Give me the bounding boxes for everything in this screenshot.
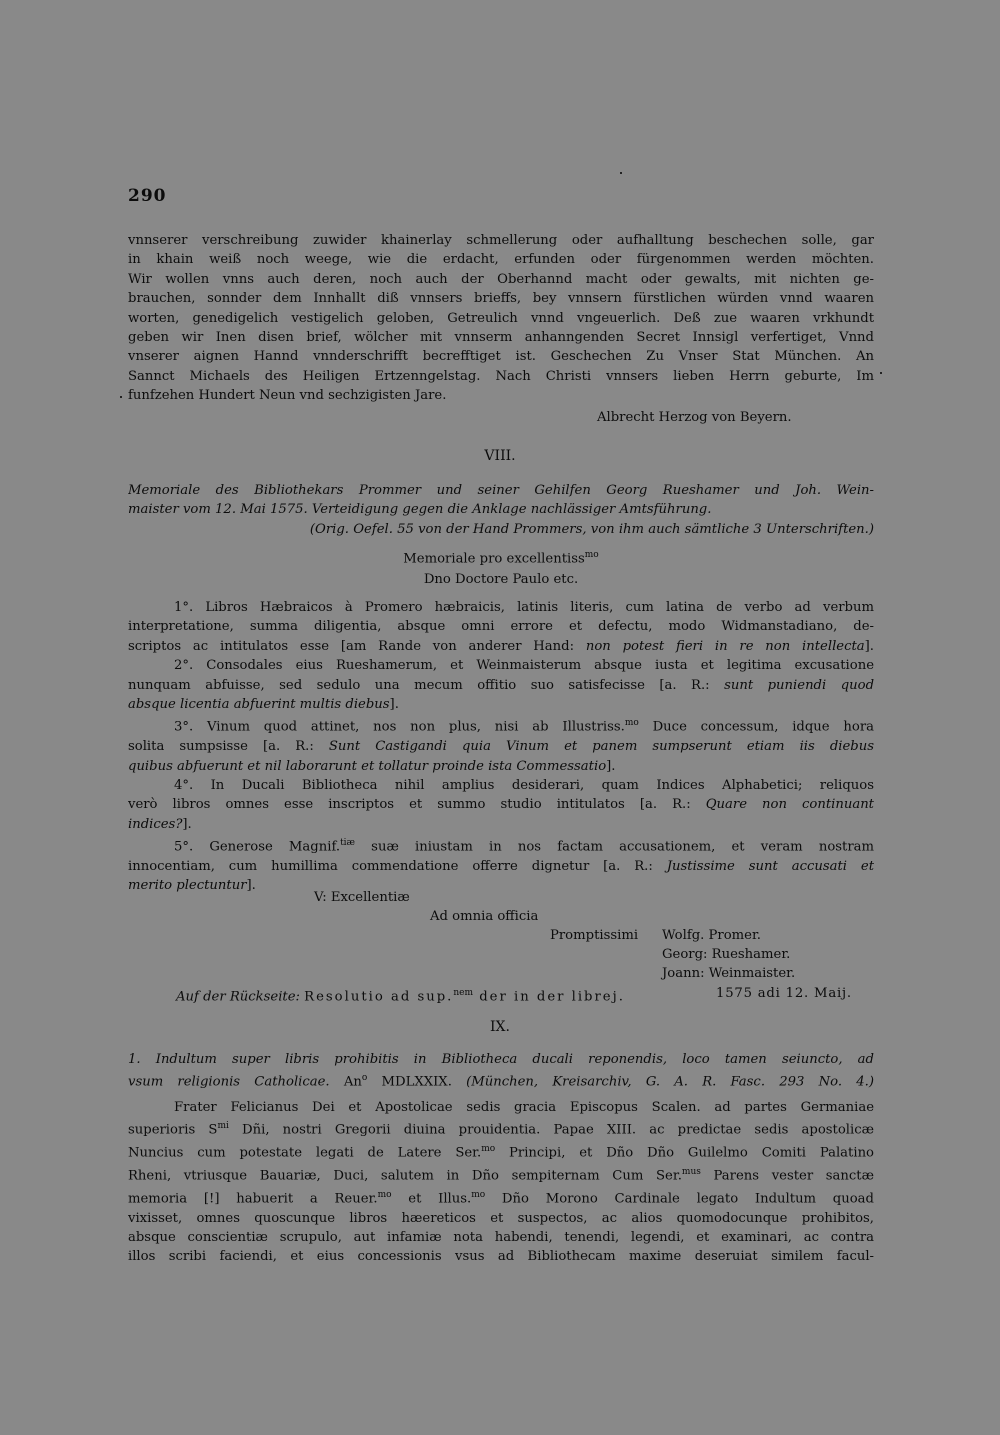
margin-note: Justissime sunt accusati et bbox=[666, 859, 874, 875]
point-5-line bbox=[128, 876, 874, 895]
back-side-label: Auf der Rückseite: bbox=[176, 989, 300, 1005]
text-line bbox=[128, 1140, 874, 1163]
text-line bbox=[128, 1117, 874, 1140]
text: superioris S bbox=[128, 1122, 218, 1138]
signer-weinmaister: Joann: Weinmaister. bbox=[662, 966, 796, 981]
point-1-line: 1°. Libros Hæbraicos à Promero hæbraicis, latinis literis, cum latina de verbo ad verbum bbox=[174, 600, 874, 615]
text-line: illos scribi faciendi, et eius concessionis vsus ad Bibliothecam maxime deseruiat similem facul- bbox=[128, 1249, 874, 1265]
text-line: geben wir Inen disen brief, wölcher mit vnnserm anhanngenden Secret Innsigl verfertiget, Vnnd bbox=[128, 330, 874, 346]
superscript: tiæ bbox=[340, 838, 356, 849]
text: verò libros omnes esse inscriptos et summo studio intitulatos [a. R.: bbox=[128, 797, 706, 813]
margin-note: quibus abfuerunt et nil laborarunt et tollatur proinde ista Commessatio bbox=[128, 758, 607, 774]
margin-note: absque licentia abfuerint multis diebus bbox=[128, 697, 390, 713]
text-line: in khain weiß noch weege, wie die erdacht, erfunden oder fürgenommen werden möchten. bbox=[128, 252, 874, 268]
margin-note: non potest fieri in re non intellecta bbox=[585, 638, 865, 654]
back-side-date: 1575 adi 12. Maij. bbox=[716, 986, 852, 1001]
point-4-line: 4°. In Ducali Bibliotheca nihil amplius desiderari, quam Indices Alphabetici; reliquos bbox=[174, 778, 874, 794]
text-line bbox=[128, 1163, 874, 1186]
text: ]. bbox=[182, 816, 192, 832]
superscript: mo bbox=[377, 1189, 392, 1200]
section-numeral-viii: VIII. bbox=[484, 448, 516, 464]
signer-promer: Wolfg. Promer. bbox=[662, 928, 761, 943]
text: ]. bbox=[389, 697, 399, 713]
closing-ad-omnia: Ad omnia officia bbox=[430, 909, 539, 924]
margin-note: indices? bbox=[128, 816, 183, 832]
text: suæ iniustam in nos factam accusationem, et veram nostram bbox=[355, 839, 874, 855]
superscript: o bbox=[361, 1073, 368, 1084]
point-2-line: 2°. Consodales eius Rueshamerum, et Weinmaisterum absque iusta et legitima excusatione bbox=[174, 658, 874, 674]
point-3-line bbox=[128, 737, 874, 756]
page-number: 290 bbox=[128, 186, 167, 206]
memoriale-body bbox=[128, 598, 874, 896]
title-line: Memoriale des Bibliothekars Prommer und seiner Gehilfen Georg Rueshamer und Joh. Wein- bbox=[128, 483, 874, 498]
address-line-1 bbox=[128, 546, 874, 569]
text: Nuncius cum potestate legati de Latere Ser. bbox=[128, 1145, 482, 1161]
text-line: vnserer aignen Hannd vnnderschrifft becrefftiget ist. Geschechen Zu Vnser Stat München. An bbox=[128, 349, 874, 365]
title-line bbox=[128, 1069, 874, 1092]
point-3-line bbox=[128, 757, 874, 776]
section-title-ix bbox=[128, 1050, 874, 1092]
closing-excellentiae: V: Excellentiæ bbox=[314, 890, 410, 905]
margin-note: Sunt Castigandi quia Vinum et panem sumpserunt etiam iis diebus bbox=[328, 739, 874, 755]
text-line: vixisset, omnes quoscunque libros hæereticos et suspectos, ac alios quomodocunque prohibitos, bbox=[128, 1210, 874, 1226]
text-line: funfzehen Hundert Neun vnd sechzigisten Jare. bbox=[128, 388, 447, 404]
text: 3°. Vinum quod attinet, nos non plus, nisi ab Illustriss. bbox=[174, 719, 625, 735]
text: ]. bbox=[864, 638, 874, 654]
text-line: Sannct Michaels des Heiligen Ertzenngelstag. Nach Christi vnnsers lieben Herrn geburte, Im bbox=[128, 368, 874, 384]
text: Duce concessum, idque hora bbox=[638, 719, 874, 735]
point-1-line bbox=[128, 637, 874, 656]
text: ]. bbox=[246, 878, 256, 894]
text: Rheni, vtriusque Bauariæ, Duci, salutem in Dño sempiternam Cum Ser. bbox=[128, 1168, 682, 1184]
superscript: mo bbox=[471, 1189, 486, 1200]
text: innocentiam, cum humillima commendatione offerre dignetur [a. R.: bbox=[128, 859, 667, 875]
point-4-line bbox=[128, 815, 874, 834]
margin-note: sunt puniendi quod bbox=[724, 677, 874, 693]
superscript: mi bbox=[217, 1121, 229, 1132]
back-side-text: der in der librej. bbox=[473, 989, 625, 1005]
text: Dño Morono Cardinale legato Indultum quoad bbox=[485, 1191, 874, 1207]
text-line: Frater Felicianus Dei et Apostolicae sedis gracia Episcopus Scalen. ad partes Germaniae bbox=[174, 1100, 874, 1115]
text: 5°. Generose Magnif. bbox=[174, 839, 341, 855]
superscript: nem bbox=[453, 988, 474, 998]
text: solita sumpsisse [a. R.: bbox=[128, 739, 329, 755]
scan-speck bbox=[880, 372, 882, 374]
text: scriptos ac intitulatos esse [am Rande von anderer Hand: bbox=[128, 638, 586, 654]
superscript: mo bbox=[624, 718, 639, 729]
back-side-text: Resolutio ad sup. bbox=[304, 989, 454, 1005]
text: vsum religionis Catholicae. bbox=[128, 1074, 330, 1090]
point-4-line bbox=[128, 795, 874, 814]
superscript: mo bbox=[481, 1144, 496, 1155]
text: Parens vester sanctæ bbox=[700, 1168, 874, 1184]
source-line: (Orig. Oefel. 55 von der Hand Prommers, von ihm auch sämtliche 3 Unterschriften.) bbox=[309, 522, 874, 537]
source-note: (München, Kreisarchiv, G. A. R. Fasc. 293 No. 4.) bbox=[466, 1074, 874, 1090]
text: An bbox=[329, 1074, 362, 1090]
text-line bbox=[128, 1186, 874, 1209]
source-note bbox=[128, 520, 874, 539]
superscript: mo bbox=[584, 550, 599, 560]
point-2-line bbox=[128, 695, 874, 714]
margin-note: merito plectuntur bbox=[128, 878, 247, 894]
indultum-body bbox=[128, 1098, 874, 1267]
document-continuation bbox=[128, 231, 874, 406]
text-line: brauchen, sonnder dem Innhallt diß vnnsers brieffs, bey vnnsern fürstlichen würden vnnd waaren bbox=[128, 291, 874, 307]
closing-promptissimi: Promptissimi bbox=[550, 928, 639, 943]
address-line-2: Dno Doctore Paulo etc. bbox=[423, 572, 579, 587]
text: Principi, et Dño Dño Guilelmo Comiti Palatino bbox=[495, 1145, 874, 1161]
section-numeral-ix: IX. bbox=[490, 1019, 510, 1035]
scan-speck bbox=[620, 172, 622, 174]
point-5-line bbox=[128, 834, 874, 857]
text-line: vnnserer verschreibung zuwider khainerlay schmellerung oder aufhalltung beschechen solle, gar bbox=[128, 233, 874, 248]
point-3-line bbox=[128, 714, 874, 737]
text: ]. bbox=[606, 758, 616, 774]
text: MDLXXIX. bbox=[367, 1074, 467, 1090]
text-line: absque conscientiæ scrupulo, aut infamiæ nota habendi, tenendi, legendi, et examinari, ac contra bbox=[128, 1230, 874, 1245]
text: Dñi, nostri Gregorii diuina prouidentia. Papae XIII. ac predictae sedis apostolicæ bbox=[228, 1122, 874, 1138]
text: nunquam abfuisse, sed sedulo una mecum offitio suo satisfecisse [a. R.: bbox=[128, 677, 725, 693]
section-title-viii bbox=[128, 481, 874, 520]
point-5-line bbox=[128, 857, 874, 876]
back-side-note bbox=[176, 984, 625, 1007]
title-line: maister vom 12. Mai 1575. Verteidigung gegen die Anklage nachlässiger Amtsführung. bbox=[128, 502, 712, 518]
text-line: worten, genedigelich vestigelich geloben, Getreulich vnnd vngeuerlich. Deß zue waaren vrkhundt bbox=[128, 310, 874, 326]
signature-albrecht: Albrecht Herzog von Beyern. bbox=[597, 410, 792, 425]
margin-note: Quare non continuant bbox=[705, 797, 874, 813]
text: memoria [!] habuerit a Reuer. bbox=[128, 1191, 378, 1207]
address-text: Memoriale pro excellentiss bbox=[403, 551, 585, 567]
scan-speck bbox=[120, 396, 122, 398]
text-line: Wir wollen vnns auch deren, noch auch der Oberhannd macht oder gewalts, mit nichten ge- bbox=[128, 271, 874, 287]
point-1-line: interpretatione, summa diligentia, absque omni errore et defectu, modo Widmanstadiano, de- bbox=[128, 619, 874, 635]
signer-rueshamer: Georg: Rueshamer. bbox=[662, 947, 791, 962]
point-2-line bbox=[128, 676, 874, 695]
superscript: mus bbox=[681, 1167, 701, 1177]
title-line: 1. Indultum super libris prohibitis in Bibliotheca ducali reponendis, loco tamen seiuncto, ad bbox=[128, 1052, 874, 1067]
text: et Illus. bbox=[391, 1191, 472, 1207]
